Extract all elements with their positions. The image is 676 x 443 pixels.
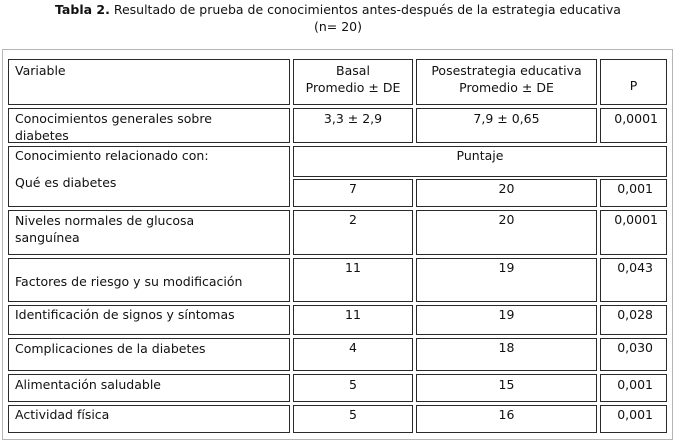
row-7-post (416, 405, 597, 433)
row-2-label-line1: Niveles normales de glucosa (15, 213, 195, 228)
row-4-label (8, 305, 290, 335)
row-general-p (600, 108, 667, 143)
row-2-label-line2: sanguínea (15, 230, 80, 245)
row-5-post (416, 338, 597, 371)
caption-label: Tabla 2. (55, 2, 110, 17)
row-5-p (600, 338, 667, 371)
row-general-label (8, 108, 290, 143)
header-p (600, 59, 667, 105)
row-7-label-text: Actividad física (15, 407, 110, 422)
row-5-label (8, 338, 290, 371)
row-2-label (8, 210, 290, 255)
row-4-basal (293, 305, 413, 335)
row-4-p-value: 0,028 (617, 307, 653, 322)
row-3-label (8, 258, 290, 302)
row-6-basal-value: 5 (349, 377, 357, 392)
row-1-post (416, 179, 597, 207)
row-7-label (8, 405, 290, 433)
row-7-p-value: 0,001 (617, 407, 653, 422)
header-post-line1: Posestrategia educativa (431, 63, 582, 78)
header-basal-line2: Promedio ± DE (305, 80, 401, 95)
row-3-post (416, 258, 597, 302)
puntaje-header (293, 146, 667, 177)
row-6-label-text: Alimentación saludable (15, 377, 161, 392)
row-4-p (600, 305, 667, 335)
general-basal-value: 3,3 ± 2,9 (323, 111, 383, 126)
header-p-text: P (629, 78, 638, 93)
row-6-label (8, 374, 290, 402)
row-1-post-value: 20 (498, 181, 515, 196)
section-cell (8, 146, 290, 207)
row-3-p-value: 0,043 (617, 260, 653, 275)
general-post-value: 7,9 ± 0,65 (473, 111, 540, 126)
row-7-p (600, 405, 667, 433)
row-1-p-value: 0,001 (617, 181, 653, 196)
general-label-line1: Conocimientos generales sobre (15, 111, 212, 126)
row-2-p-value: 0,0001 (614, 212, 658, 227)
row-6-post-value: 15 (498, 377, 515, 392)
header-post-line2: Promedio ± DE (459, 80, 554, 95)
row-7-basal (293, 405, 413, 433)
row-5-label-text: Complicaciones de la diabetes (15, 341, 206, 356)
row-4-post-value: 19 (498, 307, 515, 322)
row-1-basal (293, 179, 413, 207)
row-general-post (416, 108, 597, 143)
header-post (416, 59, 597, 105)
row-5-basal (293, 338, 413, 371)
row-6-basal (293, 374, 413, 402)
row-general-basal (293, 108, 413, 143)
row-7-basal-value: 5 (349, 407, 357, 422)
row-3-post-value: 19 (498, 260, 515, 275)
row-2-post (416, 210, 597, 255)
row-2-basal (293, 210, 413, 255)
header-variable-text: Variable (15, 63, 66, 78)
header-basal-line1: Basal (336, 63, 370, 78)
header-variable (8, 59, 290, 105)
row-3-basal (293, 258, 413, 302)
section-label: Conocimiento relacionado con: (15, 148, 209, 163)
table-caption (0, 1, 676, 35)
general-label-line2: diabetes (15, 128, 69, 143)
row-3-p (600, 258, 667, 302)
puntaje-text: Puntaje (456, 148, 504, 163)
row-2-basal-value: 2 (349, 212, 357, 227)
row-1-p (600, 179, 667, 207)
caption-sample-size: (n= 20) (313, 19, 363, 34)
general-p-value: 0,0001 (614, 111, 658, 126)
row-4-label-text: Identificación de signos y síntomas (15, 307, 235, 322)
row-7-post-value: 16 (498, 407, 515, 422)
row-4-basal-value: 11 (345, 307, 361, 322)
row-6-post (416, 374, 597, 402)
row-1-basal-value: 7 (349, 181, 357, 196)
caption-text: Resultado de prueba de conocimientos antes-después de la estrategia educativa (109, 2, 621, 17)
row-2-p (600, 210, 667, 255)
row-3-label-text: Factores de riesgo y su modificación (15, 274, 243, 289)
row-5-basal-value: 4 (349, 340, 357, 355)
row-2-post-value: 20 (498, 212, 515, 227)
row-5-p-value: 0,030 (617, 340, 653, 355)
row-5-post-value: 18 (498, 340, 515, 355)
row-1-label: Qué es diabetes (15, 175, 117, 190)
row-4-post (416, 305, 597, 335)
header-basal (293, 59, 413, 105)
row-6-p-value: 0,001 (617, 377, 653, 392)
row-3-basal-value: 11 (345, 260, 361, 275)
row-6-p (600, 374, 667, 402)
